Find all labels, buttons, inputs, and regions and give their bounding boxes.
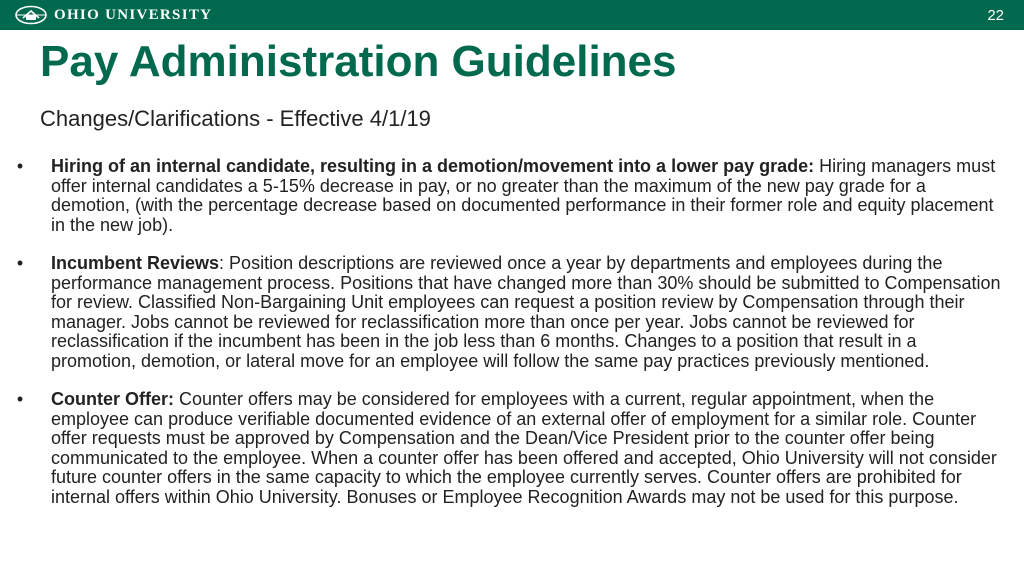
university-seal-icon [14, 5, 48, 25]
bullet-heading: Counter Offer: [51, 389, 174, 409]
bullet-item-internal-candidate [14, 157, 1004, 235]
bullet-body: Counter offers may be considered for employees with a current, regular appointment, when the employee can produce verifiable documented evidence of an external offer of employment for a similar role. Counter offer requests must be approved by Compensation and the Dean/Vice President prior to the counter offer being communicated to the employee. When a counter offer has been offered and accepted, Ohio University will not consider future counter offers in the same capacity to which the employee currently serves. Counter offers are prohibited for internal offers within Ohio University. Bonuses or Employee Recognition Awards may not be used for this purpose. [51, 389, 997, 507]
university-logo [14, 4, 212, 26]
bullet-heading: Incumbent Reviews [51, 253, 220, 273]
page-subtitle: Changes/Clarifications - Effective 4/1/19 [40, 106, 431, 131]
page-title: Pay Administration Guidelines [40, 37, 677, 86]
header-bar [0, 0, 1024, 30]
bullet-body: Hiring managers must offer internal candidates a 5-15% decrease in pay, or no greater than the maximum of the new pay grade for a demotion, (with the percentage decrease based on documented performance in their former role and equity placement in the new job). [51, 156, 996, 235]
bullet-item-incumbent-reviews [14, 254, 1004, 371]
bullet-marker: • [16, 156, 24, 176]
bullet-marker: • [16, 389, 24, 409]
page-number: 22 [987, 7, 1004, 24]
bullet-heading: Hiring of an internal candidate, resulting in a demotion/movement into a lower pay grade: [51, 156, 815, 176]
bullet-list [14, 157, 1004, 507]
bullet-body: : Position descriptions are reviewed once a year by departments and employees during the performance management process. Positions that have changed more than 30% should be submitted to Compensation for review. Classified Non-Bargaining Unit employees can request a position review by Compensation through their manager. Jobs cannot be reviewed for reclassification more than once per year. Jobs cannot be reviewed for reclassification if the incumbent has been in the job less than 6 months. Changes to a position that result in a promotion, demotion, or lateral move for an employee will follow the same pay practices previously mentioned. [51, 253, 1001, 371]
logo-text: OHIO UNIVERSITY [54, 6, 213, 23]
bullet-item-counter-offer [14, 390, 1004, 507]
bullet-marker: • [16, 253, 24, 273]
